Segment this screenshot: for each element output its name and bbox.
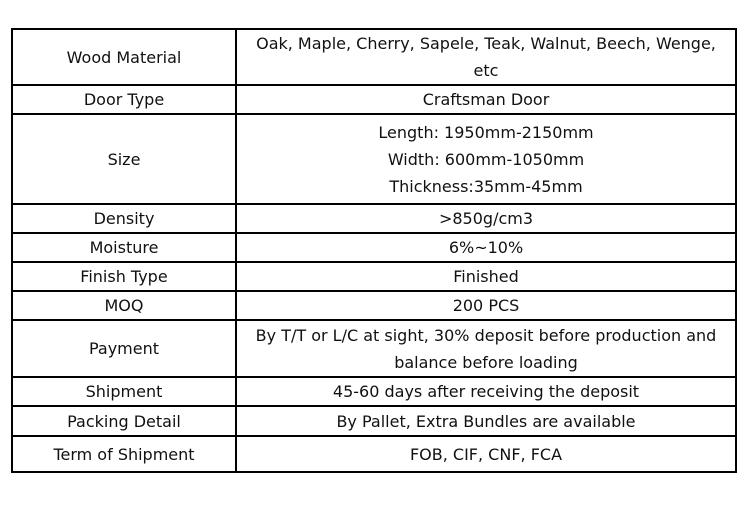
spec-label-moisture: Moisture xyxy=(12,233,236,262)
table-row-finish-type xyxy=(12,262,736,291)
spec-value-density xyxy=(236,204,736,233)
spec-label-shipment: Shipment xyxy=(12,377,236,406)
table-row-size xyxy=(12,114,736,204)
table-row-moisture xyxy=(12,233,736,262)
value-line: By T/T or L/C at sight, 30% deposit before production and xyxy=(255,325,717,345)
spec-label-finish-type: Finish Type xyxy=(12,262,236,291)
value-line: etc xyxy=(473,61,499,80)
value-line: By Pallet, Extra Bundles are available xyxy=(336,411,636,431)
value-line: balance before loading xyxy=(394,352,578,372)
spec-label-wood-material: Wood Material xyxy=(12,29,236,85)
spec-value-wood-material xyxy=(236,29,736,85)
table-row-packing-detail xyxy=(12,406,736,436)
value-line: Thickness:35mm-45mm xyxy=(389,176,583,196)
table-row-term-of-shipment xyxy=(12,436,736,472)
value-line: Length: 1950mm-2150mm xyxy=(378,122,594,142)
spec-label-size: Size xyxy=(12,114,236,204)
value-line: Craftsman Door xyxy=(422,90,550,109)
product-spec-table xyxy=(11,28,737,473)
table-row-door-type xyxy=(12,85,736,114)
spec-value-moq xyxy=(236,291,736,320)
spec-label-moq: MOQ xyxy=(12,291,236,320)
spec-label-term-of-shipment: Term of Shipment xyxy=(12,436,236,472)
table-row-moq xyxy=(12,291,736,320)
spec-label-door-type: Door Type xyxy=(12,85,236,114)
table-row-wood-material xyxy=(12,29,736,85)
table-row-density xyxy=(12,204,736,233)
spec-value-size xyxy=(236,114,736,204)
table-row-payment xyxy=(12,320,736,377)
value-line: 45-60 days after receiving the deposit xyxy=(332,382,640,401)
value-line: FOB, CIF, CNF, FCA xyxy=(409,444,563,464)
spec-value-door-type xyxy=(236,85,736,114)
value-line: Width: 600mm-1050mm xyxy=(387,149,585,169)
spec-value-finish-type xyxy=(236,262,736,291)
table-row-shipment xyxy=(12,377,736,406)
spec-value-term-of-shipment xyxy=(236,436,736,472)
spec-value-packing-detail xyxy=(236,406,736,436)
spec-label-density: Density xyxy=(12,204,236,233)
spec-value-moisture xyxy=(236,233,736,262)
value-line: Oak, Maple, Cherry, Sapele, Teak, Walnut, Beech, Wenge, xyxy=(256,34,716,53)
value-line: >850g/cm3 xyxy=(438,209,534,228)
value-line: Finished xyxy=(453,267,519,286)
spec-label-packing-detail: Packing Detail xyxy=(12,406,236,436)
spec-value-shipment xyxy=(236,377,736,406)
spec-label-payment: Payment xyxy=(12,320,236,377)
value-line: 6%~10% xyxy=(448,238,524,257)
value-line: 200 PCS xyxy=(452,296,520,315)
spec-value-payment xyxy=(236,320,736,377)
